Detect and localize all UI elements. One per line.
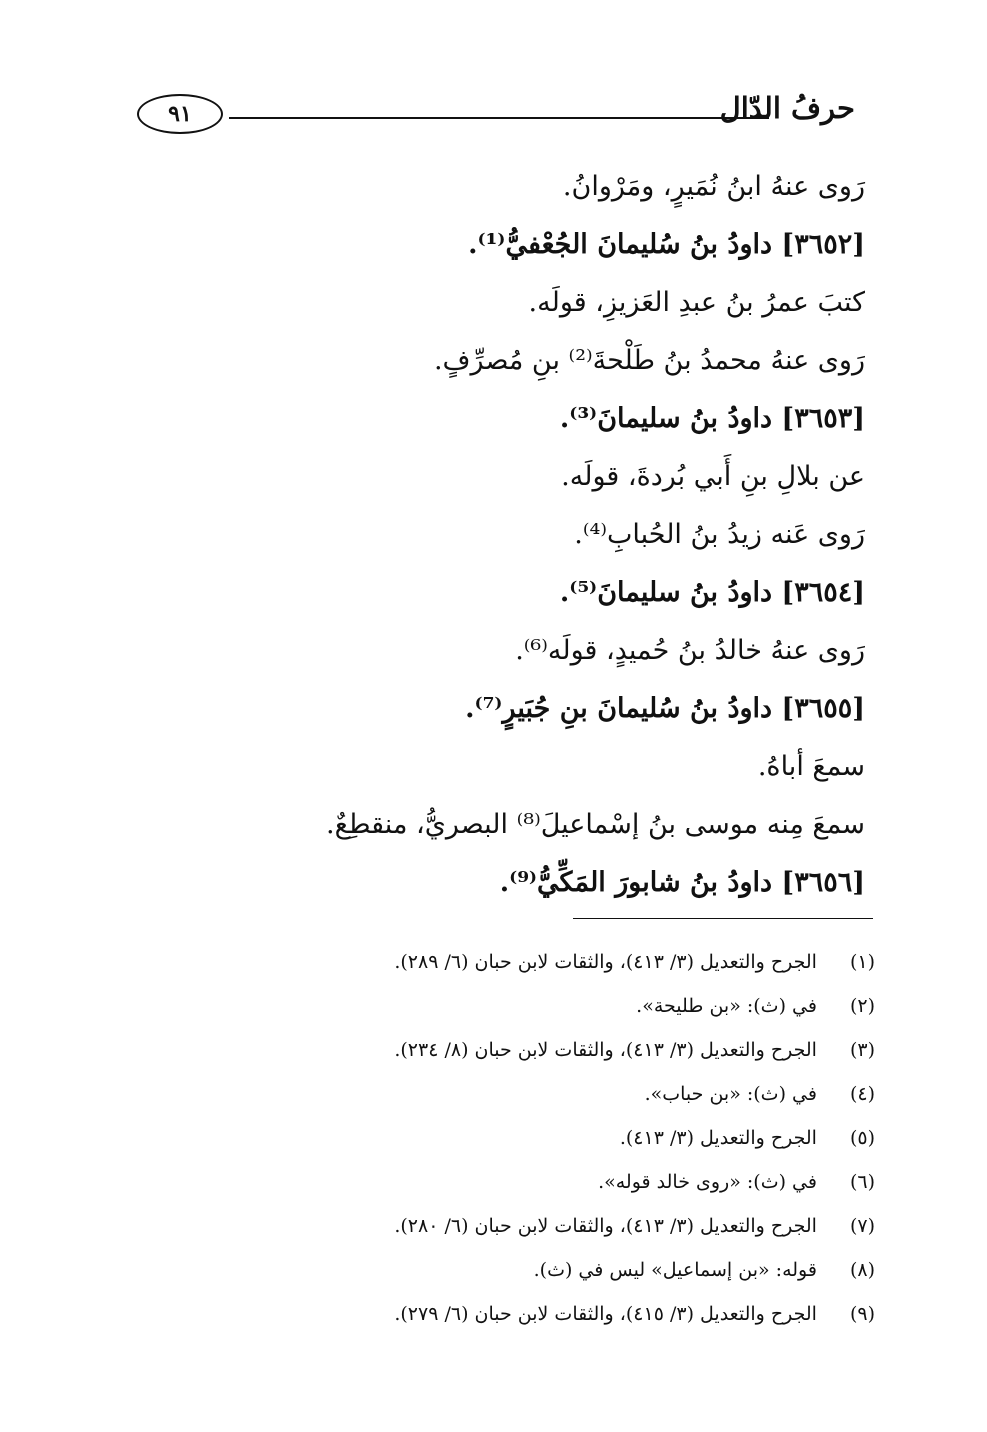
- footnote-number: (٥): [849, 1127, 875, 1149]
- text-line: عن بلالِ بنِ أَبي بُردةَ، قولَه.: [561, 461, 865, 492]
- entry-heading: [٣٦٥٦] داودُ بنُ شابورَ المَكِّيُّ⁽⁹⁾.: [499, 867, 865, 898]
- header-rule: [229, 117, 769, 119]
- footnote: [115, 940, 875, 984]
- footnote-separator: [573, 918, 873, 919]
- footnote: [115, 1248, 875, 1292]
- footnote: [115, 1292, 875, 1336]
- entry-heading: [٣٦٥٢] داودُ بنُ سُليمانَ الجُعْفيُّ⁽¹⁾.: [468, 229, 865, 260]
- footnote: [115, 1028, 875, 1072]
- page-number-badge: [137, 94, 223, 134]
- page-number: ٩١: [168, 101, 192, 127]
- footnote: [115, 984, 875, 1028]
- footnotes: [115, 940, 875, 1336]
- text-line: سمعَ أباهُ.: [757, 751, 865, 782]
- footnote-number: (٣): [849, 1039, 875, 1061]
- footnote-text: قوله: «بن إسماعيل» ليس في (ث).: [533, 1259, 817, 1281]
- footnote: [115, 1204, 875, 1248]
- footnote-text: الجرح والتعديل (٣/ ٤١٣).: [619, 1127, 817, 1149]
- footnote-number: (٤): [849, 1083, 875, 1105]
- footnote-text: الجرح والتعديل (٣/ ٤١٣)، والثقات لابن حبان (٦/ ٢٨٠).: [394, 1215, 817, 1237]
- footnote: [115, 1160, 875, 1204]
- text-line: سمعَ مِنه موسى بنُ إسْماعيلَ⁽⁸⁾ البصريُّ، منقطِعٌ.: [326, 809, 865, 840]
- footnote-number: (٦): [849, 1171, 875, 1193]
- footnote-text: الجرح والتعديل (٣/ ٤١٥)، والثقات لابن حبان (٦/ ٢٧٩).: [394, 1303, 817, 1325]
- text-line: رَوى عَنه زيدُ بنُ الحُبابِ⁽⁴⁾.: [574, 519, 865, 550]
- footnote-number: (١): [849, 951, 875, 973]
- text-line: رَوى عنهُ ابنُ نُمَيرٍ، ومَرْوانُ.: [562, 171, 865, 202]
- footnote-number: (٧): [849, 1215, 875, 1237]
- footnote-text: في (ث): «روى خالد قوله».: [598, 1171, 817, 1193]
- main-text: [125, 158, 865, 912]
- chapter-title: حرفُ الدّال: [719, 91, 855, 125]
- footnote-number: (٢): [849, 995, 875, 1017]
- footnote: [115, 1116, 875, 1160]
- footnote-text: الجرح والتعديل (٣/ ٤١٣)، والثقات لابن حبان (٨/ ٢٣٤).: [394, 1039, 817, 1061]
- footnote-text: الجرح والتعديل (٣/ ٤١٣)، والثقات لابن حبان (٦/ ٢٨٩).: [394, 951, 817, 973]
- footnote-number: (٩): [849, 1303, 875, 1325]
- footnote-text: في (ث): «بن طليحة».: [636, 995, 817, 1017]
- entry-heading: [٣٦٥٣] داودُ بنُ سليمانَ⁽³⁾.: [559, 403, 865, 434]
- footnote: [115, 1072, 875, 1116]
- entry-heading: [٣٦٥٤] داودُ بنُ سليمانَ⁽⁵⁾.: [559, 577, 865, 608]
- text-line: رَوى عنهُ محمدُ بنُ طَلْحةَ⁽²⁾ بنِ مُصرِّفٍ.: [433, 345, 865, 376]
- text-line: كتبَ عمرُ بنُ عبدِ العَزيزِ، قولَه.: [528, 287, 865, 318]
- footnote-text: في (ث): «بن حباب».: [644, 1083, 817, 1105]
- entry-heading: [٣٦٥٥] داودُ بنُ سُليمانَ بنِ جُبَيرٍ⁽⁷⁾.: [465, 693, 865, 724]
- footnote-number: (٨): [849, 1259, 875, 1281]
- text-line: رَوى عنهُ خالدُ بنُ حُميدٍ، قولَه⁽⁶⁾.: [515, 635, 865, 666]
